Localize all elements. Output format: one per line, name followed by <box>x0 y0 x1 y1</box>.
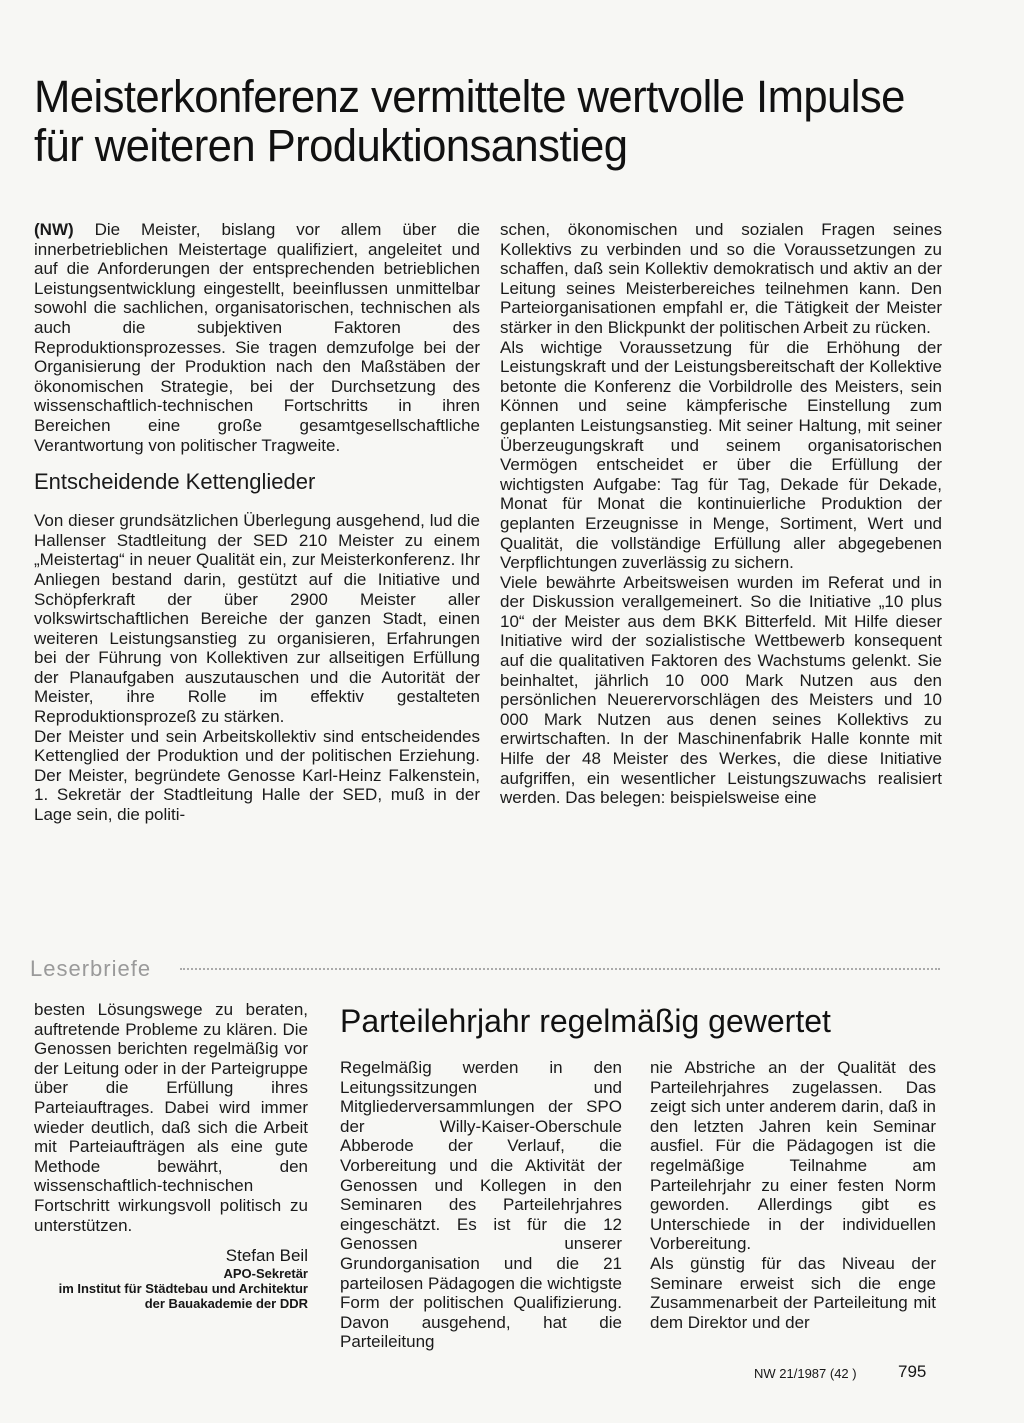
section-divider <box>180 968 940 970</box>
paragraph: Viele bewährte Arbeitsweisen wurden im Referat und in der Diskussion verallgemeinert. So die Initiative „10 plus 10“ der Meister aus dem BKK Bitterfeld. Mit Hilfe dieser Initiative wird der sozialistische Wettbewerb konsequent auf die qualitativen Faktoren des Wachstums gelenkt. Sie beinhaltet, jährlich 10 000 Mark Nutzen aus den persönlichen Neuerervorschlägen des Meisters und 10 000 Mark Nutzen aus denen seines Kollektivs zu erwirtschaften. In der Maschinenfabrik Halle konnte mit Hilfe der 48 Meister des Werkes, die diese Initiative aufgriffen, ein wesentlicher Leistungszuwachs realisiert werden. Das belegen: beispielsweise eine <box>500 572 942 808</box>
paragraph: nie Abstriche an der Qualität des Parteilehrjahres zugelassen. Das zeigt sich unter anderem darin, daß in den letzten Jahren kein Seminar ausfiel. Für die Pädagogen ist die regelmäßige Teilnahme am Parteilehrjahr zu einer festen Norm geworden. Allerdings gibt es Unterschiede in der individuellen Vorbereitung. <box>650 1058 936 1254</box>
paragraph: Als wichtige Voraussetzung für die Erhöhung der Leistungskraft und der Leistungsbereitschaft der Kollektive betonte die Konferenz die Vorbildrolle des Meisters, sein Können und seine kämpferische Einstellung zum geplanten Leistungsanstieg. Mit seiner Haltung, mit seiner Überzeugungskraft und seinem organisatorischen Vermögen entscheidet er über die Erfüllung der wichtigsten Aufgabe: Tag für Tag, Dekade für Dekade, Monat für Monat die kontinuierliche Produktion der geplanten Erzeugnisse in Menge, Sortiment, Wert und Qualität, die vollständige Erfüllung aller abgegebenen Verpflichtungen zuverlässig zu sichern. <box>500 337 942 573</box>
paragraph: Regelmäßig werden in den Leitungssitzungen und Mitgliederversammlungen der SPO der Willy-Kaiser-Oberschule Abberode der Verlauf, die Vorbereitung und die Aktivität der Genossen und Kollegen in den Seminaren des Parteilehrjahres eingeschätzt. Es ist für die 12 Genossen unserer Grundorganisation und die 21 parteilosen Pädagogen die wichtigste Form der politischen Qualifizierung. Davon ausgehend, hat die Parteileitung <box>340 1058 622 1352</box>
subheading: Entscheidende Kettenglieder <box>34 469 316 495</box>
author-role: APO-Sekretär <box>223 1266 308 1281</box>
article-headline: Meisterkonferenz vermittelte wertvolle Impulse für weiteren Produktionsanstieg <box>34 71 905 171</box>
letter-1-text <box>34 1000 308 1235</box>
intro-paragraph <box>34 220 480 455</box>
letter-2-column-2 <box>650 1058 936 1332</box>
article-column-1 <box>34 220 480 825</box>
letter-2-headline: Parteilehrjahr regelmäßig gewertet <box>340 1003 831 1039</box>
author-name: Stefan Beil <box>225 1246 308 1265</box>
paragraph: Von dieser grundsätzlichen Überlegung ausgehend, lud die Hallenser Stadtleitung der SED 210 Meister zu einem „Meistertag“ in neuer Qualität ein, zur Meisterkonferenz. Ihr Anliegen bestand darin, gestützt auf die Initiative und Schöpferkraft der über 2900 Meister aller volkswirtschaftlichen Bereiche der ganzen Stadt, einen weiteren Leistungsanstieg zu organisieren, Erfahrungen bei der Führung von Kollektiven zur allseitigen Erfüllung der Planaufgaben auszutauschen und die Autorität der Meister, ihre Rolle im effektiv gestalteten Reproduktionsprozeß zu stärken. <box>34 511 480 727</box>
author-academy: der Bauakademie der DDR <box>144 1296 308 1311</box>
source-tag: (NW) <box>34 220 74 239</box>
intro-text: Die Meister, bislang vor allem über die innerbetrieblichen Meistertage qualifiziert, angeleitet und auf die Anforderungen der entsprechenden betrieblichen Leistungsentwicklung eingestellt, beeinflussen unmittelbar sowohl die sachlichen, organisatorischen, technischen als auch die subjektiven Faktoren des Reproduktionsprozesses. Sie tragen demzufolge bei der Organisierung der Produktion nach den Maßstäben der ökonomischen Strategie, bei der Durchsetzung des wissenschaftlich-technischen Fortschritts in ihren Bereichen eine große gesamtgesellschaftliche Verantwortung von politischer Tragweite. <box>34 220 480 455</box>
paragraph: schen, ökonomischen und sozialen Fragen seines Kollektivs zu verbinden und so die Voraussetzungen zu schaffen, daß sein Kollektiv demokratisch und aktiv an der Leitung seines Meisterbereiches teilnehmen kann. Den Parteiorganisationen empfahl er, die Tätigkeit der Meister stärker in den Blickpunkt der politischen Arbeit zu rücken. <box>500 220 942 337</box>
page-number: 795 <box>898 1362 927 1381</box>
author-institute: im Institut für Städtebau und Architektur <box>58 1281 308 1296</box>
section-label: Leserbriefe <box>30 956 152 981</box>
letter-1-signature <box>34 1246 308 1311</box>
paragraph: besten Lösungswege zu beraten, auftretende Probleme zu klären. Die Genossen berichten regelmäßig vor der Leitung oder in der Parteigruppe über die Erfüllung ihres Parteiauftrages. Dabei wird immer wieder deutlich, daß sich die Arbeit mit Parteiaufträgen als eine gute Methode bewährt, den wissenschaftlich-technischen Fortschritt wirkungsvoll politisch zu unterstützen. <box>34 1000 308 1235</box>
issue-reference: NW 21/1987 (42 ) <box>754 1366 857 1381</box>
paragraph: Der Meister und sein Arbeitskollektiv sind entscheidendes Kettenglied der Produktion und der politischen Erziehung. Der Meister, begründete Genosse Karl-Heinz Falkenstein, 1. Sekretär der Stadtleitung Halle der SED, muß in der Lage sein, die politi- <box>34 726 480 825</box>
paragraph: Als günstig für das Niveau der Seminare erweist sich die enge Zusammenarbeit der Parteileitung mit dem Direktor und der <box>650 1253 936 1332</box>
letter-2-column-1 <box>340 1058 622 1352</box>
article-column-2 <box>500 220 942 808</box>
